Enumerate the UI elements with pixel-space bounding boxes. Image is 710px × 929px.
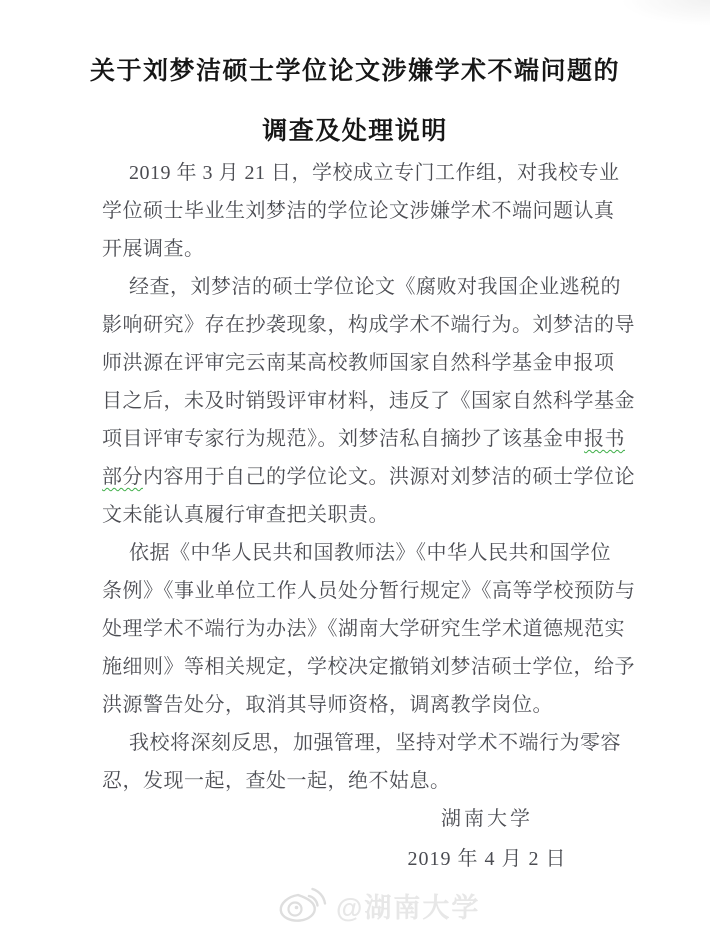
body-line: 开展调查。: [102, 238, 205, 260]
body-line: 施细则》等相关规定，学校决定撤销刘梦洁硕士学位，给予: [102, 656, 635, 678]
signature-block: [337, 799, 637, 879]
body-line-text: 内容用于自己的学位论文。洪源对刘梦洁的硕士学位论: [143, 466, 635, 488]
body-line: 条例》《事业单位工作人员处分暂行规定》《高等学校预防与: [102, 580, 636, 602]
document-title-line-2: 调查及处理说明: [262, 117, 448, 145]
document-title: [0, 41, 710, 161]
document-title-line-1: 关于刘梦洁硕士学位论文涉嫌学术不端问题的: [89, 57, 620, 85]
body-line: [102, 458, 635, 496]
body-line: 洪源警告处分，取消其导师资格，调离教学岗位。: [102, 694, 553, 716]
watermark: [276, 882, 480, 929]
body-line: 目之后，未及时销毁评审材料，违反了《国家自然科学基金: [102, 390, 635, 412]
weibo-icon: [276, 882, 328, 929]
body-line: [102, 420, 625, 458]
body-line: 处理学术不端行为办法》《湖南大学研究生学术道德规范实: [102, 618, 625, 640]
spellcheck-underline: 报书: [584, 428, 625, 450]
body-line: 忍，发现一起，查处一起，绝不姑息。: [102, 770, 451, 792]
body-line: 学位硕士毕业生刘梦洁的学位论文涉嫌学术不端问题认真: [102, 200, 615, 222]
body-line: 依据《中华人民共和国教师法》《中华人民共和国学位: [129, 542, 611, 564]
body-line: 影响研究》存在抄袭现象，构成学术不端行为。刘梦洁的导: [102, 314, 635, 336]
scan-shadow: [620, 0, 710, 26]
body-line: 师洪源在评审完云南某高校教师国家自然科学基金申报项: [102, 352, 615, 374]
signature-date: 2019 年 4 月 2 日: [407, 848, 567, 870]
document-body: [102, 154, 636, 800]
body-line: 文未能认真履行审查把关职责。: [102, 504, 389, 526]
body-line: 经查，刘梦洁的硕士学位论文《腐败对我国企业逃税的: [129, 276, 621, 298]
signature-name: 湖南大学: [441, 808, 533, 830]
body-line: 2019 年 3 月 21 日，学校成立专门工作组，对我校专业: [129, 162, 620, 184]
body-line-text: 项目评审专家行为规范》。刘梦洁私自摘抄了该基金申: [102, 428, 584, 450]
spellcheck-underline: 部分: [102, 466, 143, 488]
watermark-handle: @湖南大学: [336, 893, 481, 923]
body-line: 我校将深刻反思，加强管理，坚持对学术不端行为零容: [129, 732, 621, 754]
